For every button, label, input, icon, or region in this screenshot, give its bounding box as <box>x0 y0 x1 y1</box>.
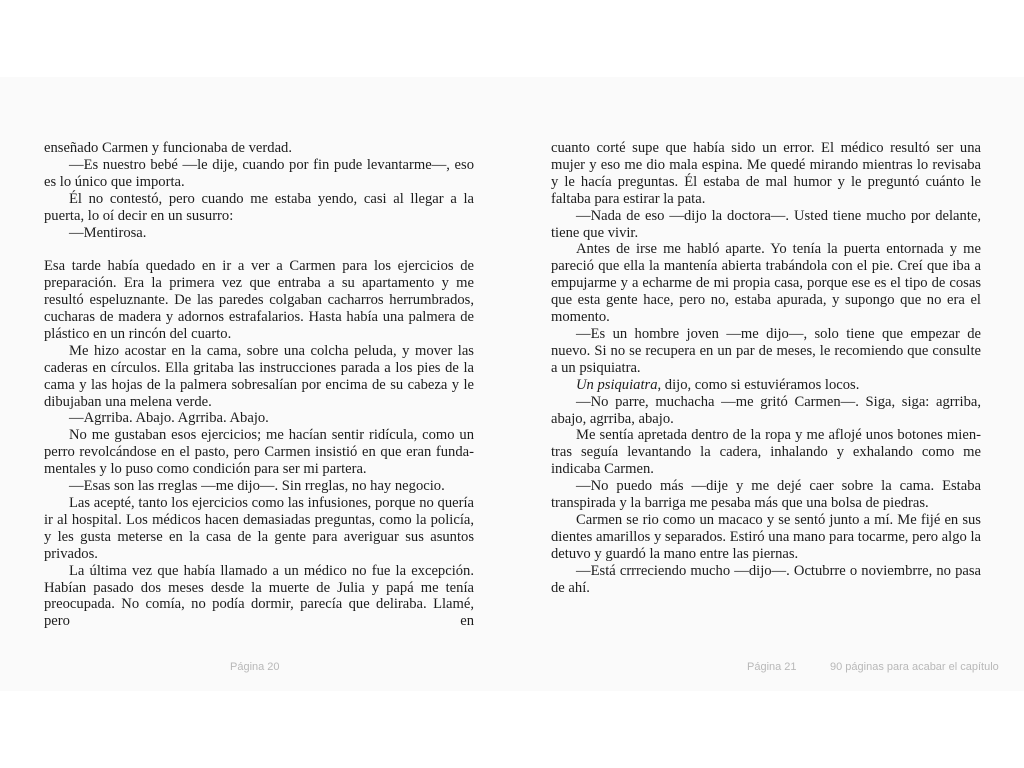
paragraph: Las acepté, tanto los ejercicios como las infusiones, porque no quería ir al hospital. Los médicos hacen demasiadas preguntas, como la policía, y les gusta meterse en la casa de la gente para averiguar sus asuntos privados. <box>44 495 474 562</box>
paragraph: —Es nuestro bebé —le dije, cuando por fin pude levantarme—, eso es lo único que importa. <box>44 156 474 190</box>
right-page[interactable] <box>551 140 981 596</box>
paragraph: Antes de irse me habló aparte. Yo tenía la puerta entornada y me pareció que ella la mantenía abierta trabándola con el pie. Creí que iba a empujarme y a echarme de mi propia casa, porque ese es el tipo de cosas que esta gente hace, pero no, estaba apurada, y supongo que no era el momento. <box>551 241 981 326</box>
paragraph <box>551 377 981 394</box>
paragraph: —Esas son las rreglas —me dijo—. Sin rreglas, no hay negocio. <box>69 478 445 495</box>
page-number-left: Página 20 <box>230 661 280 673</box>
paragraph: La última vez que había llamado a un médico no fue la excepción. Habían pasado dos meses desde la muerte de Julia y papá me tenía preocupada. No comía, no podía dormir, parecía que deliraba. Llamé, pero en <box>44 562 474 630</box>
paragraph: Me sentía apretada dentro de la ropa y me aflojé unos botones mientras seguía levantando la cadera, inhalando y exhalando como me indicaba Carmen. <box>551 427 981 478</box>
paragraph: —Está crrreciendo mucho —dijo—. Octubrre o noviembrre, no pasa de ahí. <box>551 562 981 596</box>
paragraph: No me gustaban esos ejercicios; me hacían sentir ridícula, como un perro revolcándose en el pasto, pero Carmen insistió en que eran fundamentales y lo puso como condición para ser mi partera. <box>44 427 474 478</box>
paragraph: enseñado Carmen y funcionaba de verdad. <box>44 140 292 156</box>
book-reader <box>0 77 1024 691</box>
pages-remaining-label: 90 páginas para acabar el capítulo <box>830 661 999 673</box>
paragraph: —Mentirosa. <box>69 224 147 241</box>
paragraph: —No puedo más —dije y me dejé caer sobre la cama. Estaba transpirada y la barriga me pesaba más que una bolsa de piedras. <box>551 478 981 512</box>
page-number-right: Página 21 <box>747 661 797 673</box>
paragraph: Él no contestó, pero cuando me estaba yendo, casi al llegar a la puerta, lo oí decir en un susurro: <box>44 190 474 224</box>
paragraph: —Agrriba. Abajo. Agrriba. Abajo. <box>69 410 269 427</box>
paragraph: —Nada de eso —dijo la doctora—. Usted tiene mucho por delante, tiene que vivir. <box>551 207 981 241</box>
paragraph-text: , dijo, como si estuviéramos locos. <box>657 376 860 393</box>
paragraph: cuanto corté supe que había sido un error. El médico resultó ser una mujer y eso me dio mala espina. Me quedé mirando mientras lo revisaba y le hacía preguntas. Él estaba de mal humor y le preguntó cuánto le faltaba para estirar la pata. <box>551 140 981 207</box>
paragraph: Carmen se rio como un macaco y se sentó junto a mí. Me fijé en sus dientes amarillos y separados. Estiró una mano para tocarme, pero algo la detuvo y guardó la mano entre las piernas. <box>551 511 981 562</box>
paragraph: Me hizo acostar en la cama, sobre una colcha peluda, y mover las caderas en círculos. Ella gritaba las instrucciones parada a los pies de la cama y las hojas de la palmera sobresalían por encima de su cabeza y le dibujaban una melena verde. <box>44 342 474 410</box>
paragraph: Esa tarde había quedado en ir a ver a Carmen para los ejercicios de preparación. Era la primera vez que entraba a su apartamento y me resultó espeluznante. De las paredes colgaban cacharros herrumbrados, cucharas de madera y adornos estrafalarios. Hasta había una palmera de plástico en un rincón del cuarto. <box>44 258 474 342</box>
italic-phrase: Un psiquiatra <box>576 376 658 393</box>
paragraph: —No parre, muchacha —me gritó Carmen—. Siga, siga: agrriba, abajo, agrriba, abajo. <box>551 393 981 427</box>
paragraph: —Es un hombre joven —me dijo—, solo tiene que empezar de nuevo. Si no se recupera en un par de meses, le recomiendo que consulte a un psiquiatra. <box>551 325 981 376</box>
left-page[interactable] <box>44 140 474 630</box>
